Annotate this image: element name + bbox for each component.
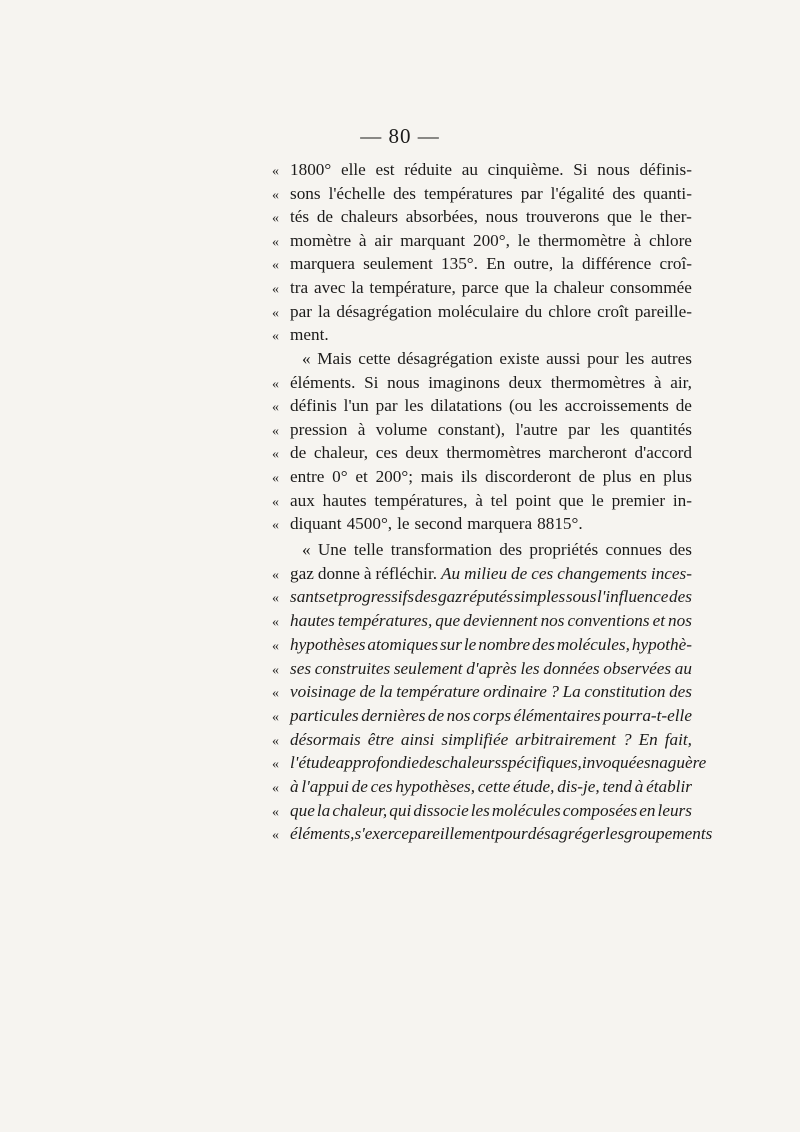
text-line	[272, 491, 692, 514]
text-line	[272, 514, 692, 537]
text-line	[272, 443, 692, 466]
line-text: tés de chaleurs absorbées, nous trouverons que le ther-	[290, 207, 692, 227]
text-line	[272, 278, 692, 301]
text-line	[272, 540, 692, 563]
quotation-mark: «	[272, 662, 279, 678]
page-number: — 80 —	[360, 124, 440, 148]
quotation-mark: «	[272, 781, 279, 796]
text-line	[272, 160, 692, 183]
quotation-mark: «	[272, 638, 279, 654]
text-line	[272, 302, 692, 325]
line-text: gaz donne à réfléchir. Au milieu de ces changements inces-	[290, 563, 692, 583]
quotation-mark: «	[272, 282, 279, 297]
line-text: pression à volume constant), l'autre par les quantités	[290, 419, 692, 439]
line-text: que la chaleur, qui dissocie les molécules composées en leurs	[290, 800, 692, 820]
line-text: ses construites seulement d'après les données observées au	[290, 658, 692, 678]
text-line	[272, 396, 692, 419]
text-line	[272, 564, 692, 587]
text-line	[272, 373, 692, 396]
line-text: particules dernières de nos corps élémentaires pourra-t-elle	[290, 705, 692, 725]
line-text: ment.	[290, 325, 329, 345]
quotation-mark: «	[272, 471, 279, 486]
line-text: l'étude approfondie des chaleurs spécifiques, invoquées naguère	[290, 753, 707, 773]
line-text: définis l'un par les dilatations (ou les accroissements de	[290, 396, 692, 416]
quotation-mark: «	[272, 211, 279, 227]
text-line	[272, 207, 692, 230]
text-line	[272, 325, 692, 348]
quotation-mark: «	[272, 518, 279, 534]
quotation-mark: «	[272, 234, 279, 250]
quotation-mark: «	[272, 423, 279, 439]
line-text: désormais être ainsi simplifiée arbitrairement ? En fait,	[290, 729, 692, 749]
quotation-mark: «	[272, 329, 279, 345]
line-text: par la désagrégation moléculaire du chlore croît pareille-	[290, 301, 692, 321]
text-line	[272, 777, 692, 800]
text-line	[272, 587, 692, 610]
line-text: « Mais cette désagrégation existe aussi pour les autres	[302, 349, 692, 368]
quotation-mark: «	[272, 376, 279, 392]
line-text: éléments, s'exerce pareillement pour désagréger les groupements	[290, 824, 713, 844]
quotation-mark: «	[272, 447, 279, 463]
quotation-mark: «	[272, 400, 279, 416]
text-line	[272, 635, 692, 658]
text-line	[272, 753, 707, 776]
text-line	[272, 706, 692, 729]
text-line	[272, 254, 692, 277]
line-text: aux hautes températures, à tel point que le premier in-	[290, 490, 692, 510]
text-line	[272, 184, 692, 207]
quotation-mark: «	[272, 804, 279, 820]
quotation-mark: «	[272, 258, 279, 274]
quotation-mark: «	[272, 828, 279, 844]
line-text: entre 0° et 200°; mais ils discorderont de plus en plus	[290, 467, 692, 486]
text-line	[272, 611, 692, 634]
quotation-mark: «	[272, 686, 279, 702]
text-line	[272, 467, 692, 490]
text-line	[272, 824, 713, 847]
quotation-mark: «	[272, 615, 279, 631]
line-text: sons l'échelle des températures par l'égalité des quanti-	[290, 183, 692, 203]
quotation-mark: «	[272, 733, 279, 749]
quotation-mark: «	[272, 494, 279, 510]
text-line	[272, 659, 692, 682]
line-text: sants et progressifs des gaz réputés simples sous l'influence des	[290, 587, 692, 607]
quotation-mark: «	[272, 709, 279, 725]
line-text: hypothèses atomiques sur le nombre des molécules, hypothè-	[290, 634, 692, 654]
quotation-mark: «	[272, 567, 279, 583]
text-line	[272, 349, 692, 372]
line-text: marquera seulement 135°. En outre, la différence croî-	[290, 254, 692, 274]
line-text: 1800° elle est réduite au cinquième. Si nous définis-	[290, 160, 692, 179]
quotation-mark: «	[272, 757, 279, 773]
quotation-mark: «	[272, 187, 279, 203]
line-text: éléments. Si nous imaginons deux thermomètres à air,	[290, 372, 692, 392]
quotation-mark: «	[272, 164, 279, 179]
quotation-mark: «	[272, 591, 279, 607]
text-line	[272, 682, 692, 705]
line-text: à l'appui de ces hypothèses, cette étude, dis-je, tend à établir	[290, 777, 692, 796]
quotation-mark: «	[272, 305, 279, 321]
line-text: diquant 4500°, le second marquera 8815°.	[290, 514, 583, 534]
line-text: momètre à air marquant 200°, le thermomètre à chlore	[290, 230, 692, 250]
text-line	[272, 231, 692, 254]
text-line	[272, 801, 692, 824]
text-line	[272, 420, 692, 443]
line-text: de chaleur, ces deux thermomètres marcheront d'accord	[290, 443, 692, 463]
line-text: hautes températures, que deviennent nos conventions et nos	[290, 611, 692, 631]
line-text: « Une telle transformation des propriétés connues des	[302, 540, 692, 559]
text-line	[272, 730, 692, 753]
line-text: voisinage de la température ordinaire ? La constitution des	[290, 682, 692, 702]
line-text: tra avec la température, parce que la chaleur consommée	[290, 278, 692, 297]
